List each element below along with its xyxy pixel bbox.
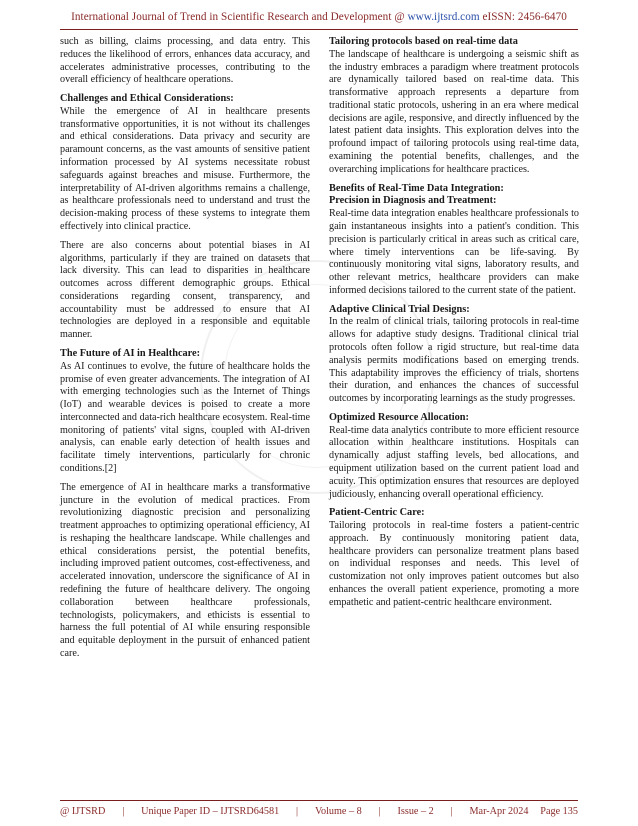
body-paragraph: The landscape of healthcare is undergoing a seismic shift as the industry embraces a paradigm where treatment protocols are dynamically tailored based on real-time data. This transformative approach represents a departure from traditional static protocols, ushering in an era where medical decisions are agile, responsive, and directly influenced by the latest patient data insights. This exploration delves into the profound impact of tailoring protocols using real-time data, examining the potential benefits, challenges, and the overarching implications for healthcare practices. [329, 48, 579, 175]
body-paragraph: Real-time data analytics contribute to more efficient resource allocation within healthcare institutions. Hospitals can dynamically adjust staffing levels, bed allocations, and equipment utilization based on the current patient load and acuity. This optimization ensures that resources are deployed judiciously, enhancing overall operational efficiency. [329, 424, 579, 500]
body-paragraph: As AI continues to evolve, the future of healthcare holds the promise of even greater advancements. The integration of AI with emerging technologies such as the Internet of Things (IoT) and wearable devices is poised to create a more interconnected and data-rich healthcare ecosystem. Real-time monitoring of patients' vital signs, coupled with AI-driven analysis, can enable early detection of health issues and facilitate timely interventions, particularly for chronic conditions.[2] [60, 360, 310, 474]
footer-volume: Volume – 8 [314, 806, 362, 817]
section-heading: Optimized Resource Allocation: [329, 411, 469, 423]
left-column [60, 36, 310, 667]
footer-paper-id: Unique Paper ID – IJTSRD64581 [141, 806, 280, 817]
body-paragraph: Real-time data integration enables healthcare professionals to gain instantaneous insights into a patient's condition. This precision is particularly critical in areas such as critical care, where timely interventions can be life-saving. By continuously monitoring vital signs, laboratory results, and other relevant metrics, healthcare providers can make informed decisions tailored to the current state of the patient. [329, 208, 579, 296]
running-footer: @ IJTSRD | Unique Paper ID – IJTSRD64581 | Volume – 8 | Issue – 2 | Mar-Apr 2024 Page 135 [60, 806, 578, 817]
body-paragraph: Tailoring protocols in real-time fosters a patient-centric approach. By continuously monitoring patient data, healthcare providers can personalize treatment plans based on individual responses and needs. This level of customization not only improves patient outcomes but also enhances the overall patient experience, promoting a more empathetic and patient-centric healthcare environment. [329, 520, 579, 608]
right-column [329, 36, 579, 616]
footer-date: Mar-Apr 2024 [469, 806, 529, 817]
footer-page-number: Page 135 [540, 806, 578, 817]
section-heading: Adaptive Clinical Trial Designs: [329, 303, 470, 315]
body-paragraph: such as billing, claims processing, and data entry. This reduces the likelihood of errors, enhances data accuracy, and accelerates administrative processes, contributing to the overall efficiency of healthcare operations. [60, 36, 310, 86]
journal-name: International Journal of Trend in Scientific Research and Development @ [71, 11, 408, 23]
section-heading: Benefits of Real-Time Data Integration: [329, 182, 504, 194]
body-paragraph: While the emergence of AI in healthcare presents transformative opportunities, it is not without its challenges and ethical considerations. Data privacy and security are paramount concerns, as the vast amounts of sensitive patient information processed by AI systems necessitate robust safeguards against breaches and misuse. Furthermore, the interpretability of AI-driven algorithms remains a challenge, as healthcare professionals need to understand and trust the decision-making process of these systems to integrate them effectively into clinical practice. [60, 105, 310, 232]
body-paragraph: There are also concerns about potential biases in AI algorithms, particularly if they are trained on datasets that lack diversity. This can lead to disparities in healthcare outcomes across different demographic groups. Ethical considerations regarding consent, transparency, and accountability must be addressed to ensure that AI technologies are deployed in a responsible and equitable manner. [60, 239, 310, 341]
section-heading: Precision in Diagnosis and Treatment: [329, 195, 497, 207]
journal-url-link[interactable]: www.ijtsrd.com [407, 11, 480, 23]
section-heading: Patient-Centric Care: [329, 507, 425, 519]
footer-publisher: @ IJTSRD [60, 806, 106, 817]
section-heading: Challenges and Ethical Considerations: [60, 93, 234, 105]
footer-divider [60, 800, 578, 801]
journal-issn: eISSN: 2456-6470 [479, 11, 567, 23]
section-heading: The Future of AI in Healthcare: [60, 347, 201, 359]
body-paragraph: The emergence of AI in healthcare marks a transformative juncture in the evolution of medical practices. From revolutionizing diagnostic precision and personalizing treatment approaches to optimizing operational efficiency, AI is reshaping the healthcare landscape. While challenges and ethical considerations persist, the potential benefits, including improved patient outcomes, cost-effectiveness, and accelerated innovation, underscore the significance of AI in redefining the future of healthcare delivery. The ongoing collaboration between healthcare professionals, technologists, policymakers, and ethicists is essential to harness the full potential of AI while ensuring responsible and equitable deployment in the pursuit of enhanced patient care. [60, 481, 310, 659]
footer-issue: Issue – 2 [397, 806, 434, 817]
header-divider [60, 29, 578, 30]
body-paragraph: In the realm of clinical trials, tailoring protocols in real-time allows for adaptive study designs. Traditional clinical trial protocols often follow a rigid structure, but real-time data analysis permits modifications based on emerging trends. This adaptability improves the efficiency of trials, shortens their duration, and enhances the chances of successful outcomes by incorporating learnings as the study progresses. [329, 316, 579, 405]
running-header [0, 11, 638, 23]
section-heading: Tailoring protocols based on real-time data [329, 36, 518, 47]
